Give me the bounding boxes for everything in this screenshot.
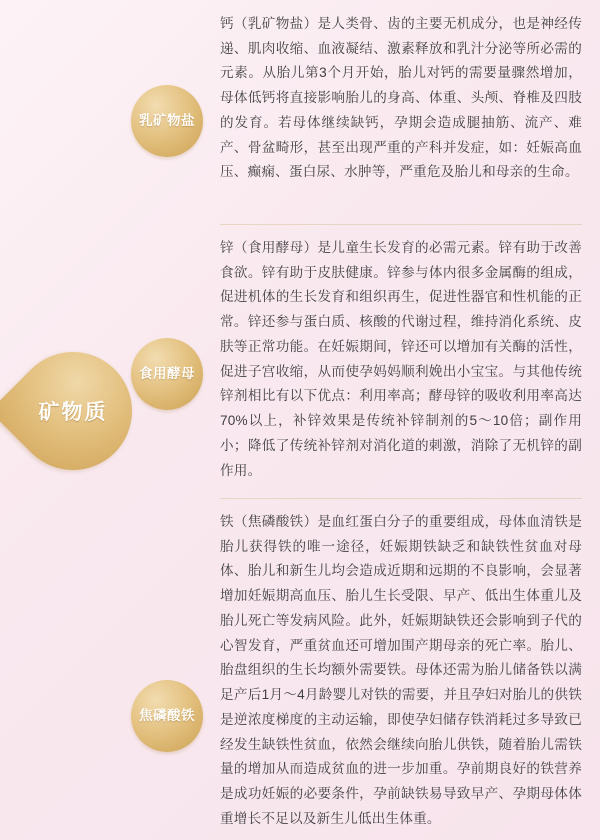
badge-ferric-pyrophosphate: 焦磷酸铁	[131, 680, 203, 752]
mineral-droplet-label: 矿物质	[38, 401, 108, 424]
section-divider	[220, 224, 582, 225]
paragraph-zinc: 锌（食用酵母）是儿童生长发育的必需元素。锌有助于改善食欲。锌有助于皮肤健康。锌参与体内很多金属酶的组成，促进机体的生长发育和组织再生，促进性器官和性机能的正常。锌还参与蛋白质、核酸的代谢过程，维持消化系统、皮肤等正常功能。在妊娠期间，锌还可以增加有关酶的活性，促进子宫收缩，从而使孕妈妈顺利娩出小宝宝。与其他传统锌剂相比有以下优点：利用率高；酵母锌的吸收利用率高达70%以上，补锌效果是传统补锌制剂的5～10倍；副作用小；降低了传统补锌剂对消化道的刺激，消除了无机锌的副作用。	[220, 240, 582, 478]
paragraph-calcium: 钙（乳矿物盐）是人类骨、齿的主要无机成分，也是神经传递、肌肉收缩、血液凝结、激素释放和乳汁分泌等所必需的元素。从胎儿第3个月开始，胎儿对钙的需要量骤然增加，母体低钙将直接影响胎儿的身高、体重、头颅、脊椎及四肢的发育。若母体继续缺钙，孕期会造成腿抽筋、流产、难产、骨盆畸形，甚至出现严重的产科并发症，如：妊娠高血压、癫痫、蛋白尿、水肿等，严重危及胎儿和母亲的生命。	[220, 16, 582, 180]
paragraph-iron: 铁（焦磷酸铁）是血红蛋白分子的重要组成，母体血清铁是胎儿获得铁的唯一途径，妊娠期铁缺乏和缺铁性贫血对母体、胎儿和新生儿均会造成近期和远期的不良影响，会显著增加妊娠期高血压、胎儿生长受限、早产、低出生体重儿及胎儿死亡等发病风险。此外，妊娠期缺铁还会影响到子代的心智发育，严重贫血还可增加围产期母亲的死亡率。胎儿、胎盘组织的生长均额外需要铁。母体还需为胎儿储备铁以满足产后1月～4月龄婴儿对铁的需要，并且孕妇对胎儿的供铁是逆浓度梯度的主动运输，即使孕妇储存铁消耗过多导致已经发生缺铁性贫血，依然会继续向胎儿供铁，随着胎儿需铁量的增加从而造成贫血的进一步加重。孕前期良好的铁营养是成功妊娠的必要条件，孕前缺铁易导致早产、孕期母体体重增长不足以及新生儿低出生体重。	[220, 514, 582, 826]
section-divider	[220, 498, 582, 499]
badge-milk-mineral-salt: 乳矿物盐	[131, 85, 203, 157]
badge-edible-yeast: 食用酵母	[131, 338, 203, 410]
